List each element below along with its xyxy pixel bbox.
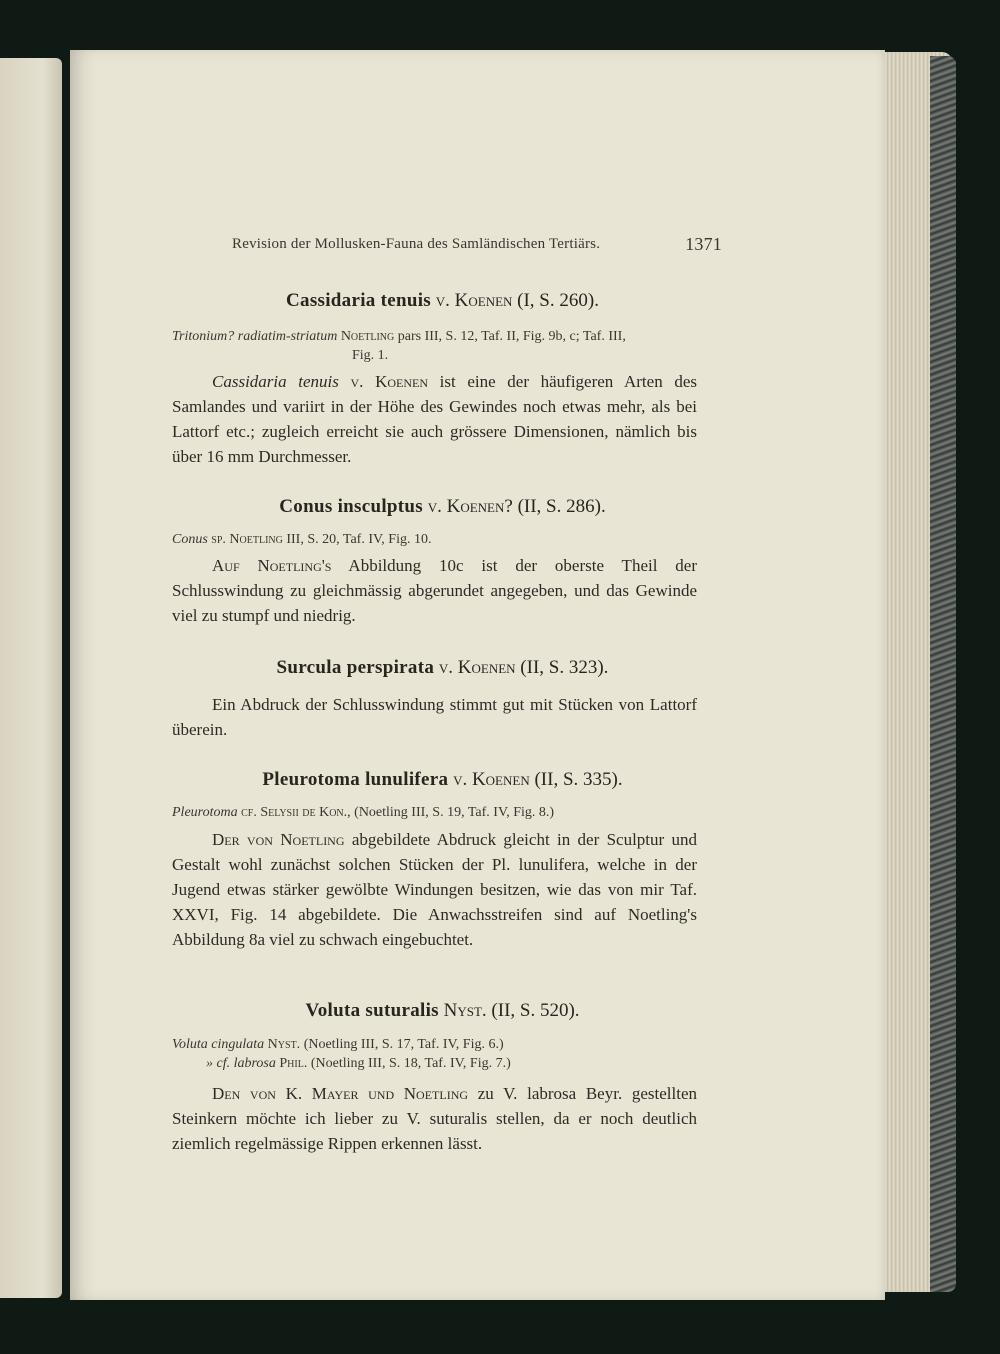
paragraph: Ein Abdruck der Schlusswindung stimmt gut mit Stücken von Lattorf überein. — [172, 695, 697, 739]
synonymy: Pleurotoma cf. Selysii de Kon., (Noetling III, S. 19, Taf. IV, Fig. 8.) — [172, 805, 555, 820]
section-heading: Cassidaria tenuis v. Koenen (I, S. 260). — [286, 290, 599, 311]
book-cover-edge — [930, 56, 956, 1292]
section-heading: Voluta suturalis Nyst. (II, S. 520). — [305, 1000, 580, 1021]
synonym-line: Voluta cingulata Nyst. (Noetling III, S. 17, Taf. IV, Fig. 6.) — [172, 1037, 504, 1052]
left-page-edge — [0, 58, 62, 1298]
synonym-line: » cf. labrosa Phil. (Noetling III, S. 18, Taf. IV, Fig. 7.) — [206, 1056, 511, 1071]
section-heading: Conus insculptus v. Koenen? (II, S. 286). — [279, 496, 606, 517]
page-number: 1371 — [685, 234, 722, 254]
paragraph: Den von K. Mayer und Noetling zu V. labrosa Beyr. gestellten Steinkern möchte ich lieber zu V. suturalis stellen, da er noch deutlich ziemlich regelmässige Rippen erkennen lässt. — [172, 1084, 698, 1153]
paragraph: Der von Noetling abgebildete Abdruck gleicht in der Sculptur und Gestalt wohl zunächst solchen Stücken der Pl. lunulifera, welche in der Jugend etwas stärker gewölbte Windungen besitzen, wie das von mir Taf. XXVI, Fig. 14 abgebildete. Die Anwachsstreifen sind auf Noetling's Abbildung 8a viel zu schwach eingebuchtet. — [172, 830, 698, 949]
paragraph: Auf Noetling's Abbildung 10c ist der oberste Theil der Schlusswindung zu gleichmässig abgerundet angegeben, und das Gewinde viel zu stumpf und niedrig. — [172, 556, 698, 625]
running-title: Revision der Mollusken-Fauna des Samländischen Tertiärs. — [232, 236, 601, 252]
running-header — [232, 236, 722, 253]
synonymy: Conus sp. Noetling III, S. 20, Taf. IV, Fig. 10. — [172, 532, 432, 547]
section-heading: Pleurotoma lunulifera v. Koenen (II, S. 335). — [262, 769, 623, 790]
synonymy: Tritonium? radiatim-striatum Noetling pars III, S. 12, Taf. II, Fig. 9b, c; Taf. III, Fig. 1. — [172, 329, 626, 363]
synonymy — [172, 1035, 697, 1073]
section-heading: Surcula perspirata v. Koenen (II, S. 323). — [276, 657, 609, 678]
paragraph: Cassidaria tenuis v. Koenen ist eine der häufigeren Arten des Samlandes und variirt in der Höhe des Gewindes noch etwas mehr, als bei Lattorf etc.; zugleich erreicht sie auch grössere Dimensionen, nämlich bis über 16 mm Durchmesser. — [172, 372, 697, 466]
